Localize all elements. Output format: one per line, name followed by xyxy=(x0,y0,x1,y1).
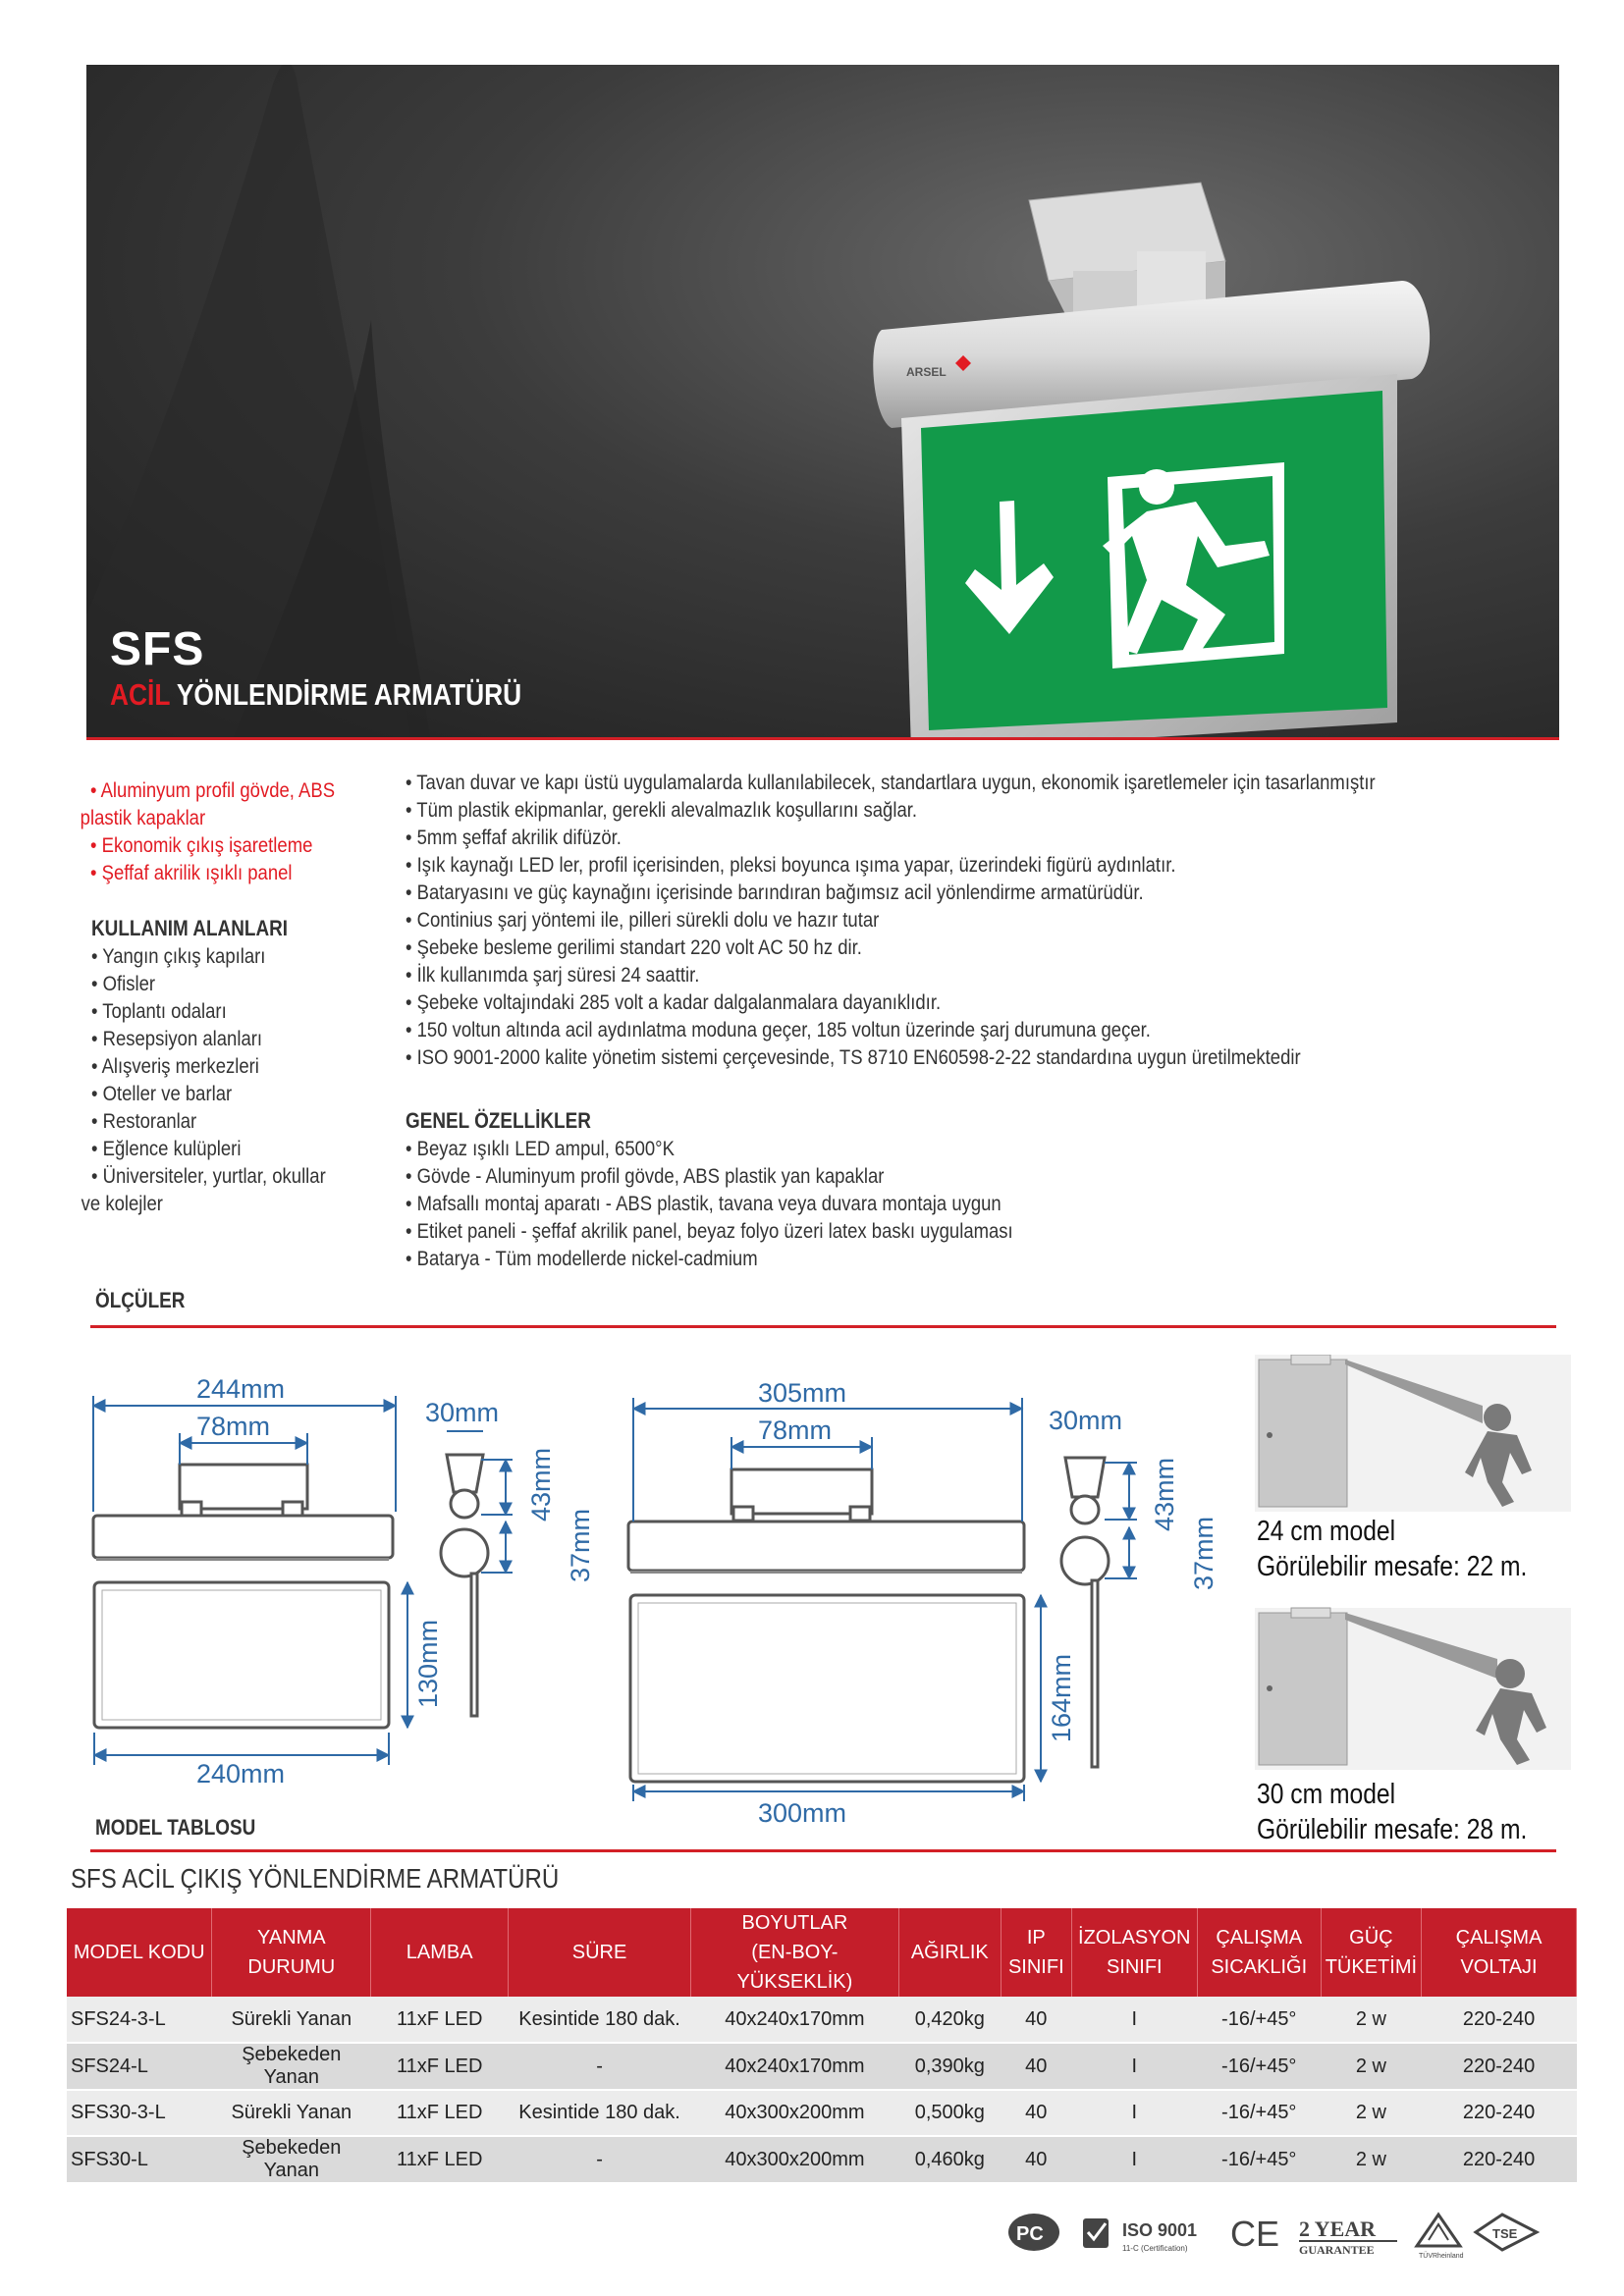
features-list xyxy=(80,776,336,886)
general-section xyxy=(406,1107,1013,1272)
description-item: • Continius şarj yöntemi ile, pilleri sürekli dolu ve hazır tutar xyxy=(406,906,1376,934)
description-item: • ISO 9001-2000 kalite yönetim sistemi çerçevesinde, TS 8710 EN60598-2-22 standardına uygun üretilmektedir xyxy=(406,1043,1376,1071)
cell-temperature: -16/+45° xyxy=(1197,2136,1321,2183)
usage-item: • Resepsiyon alanları xyxy=(91,1025,326,1052)
description-item: • Tüm plastik ekipmanlar, gerekli alevalmazlık koşullarını sağlar. xyxy=(406,796,1376,824)
cell-model-code: SFS30-L xyxy=(67,2136,212,2183)
feature-item: • Şeffaf akrilik ışıklı panel xyxy=(90,861,293,884)
cell-burn-mode: Şebekeden Yanan xyxy=(212,2043,371,2090)
usage-item: • Toplantı odaları xyxy=(91,997,326,1025)
model-table-divider xyxy=(90,1849,1556,1852)
cell-dimensions: 40x240x170mm xyxy=(690,1997,898,2043)
cell-dimensions: 40x300x200mm xyxy=(690,2136,898,2183)
cell-lamp: 11xF LED xyxy=(371,2136,509,2183)
cell-duration: - xyxy=(509,2136,691,2183)
usage-section xyxy=(81,915,326,1217)
dim-model24-side-b: 37mm xyxy=(566,1508,595,1582)
cell-insulation: I xyxy=(1071,2090,1197,2136)
cell-power: 2 w xyxy=(1321,1997,1421,2043)
table-header: SÜRE xyxy=(509,1908,691,1997)
table-header: YANMA DURUMU xyxy=(212,1908,371,1997)
warranty-sub-label: GUARANTEE xyxy=(1299,2243,1375,2257)
table-header: BOYUTLAR (EN-BOY-YÜKSEKLİK) xyxy=(690,1908,898,1997)
general-item: • Gövde - Aluminyum profil gövde, ABS plastik yan kapaklar xyxy=(406,1162,1013,1190)
cell-model-code: SFS24-L xyxy=(67,2043,212,2090)
dim-model24-panel-width: 240mm xyxy=(196,1759,286,1789)
brand-logo: ARSEL xyxy=(906,365,947,379)
feature-item: • Aluminyum profil gövde, ABS xyxy=(90,778,336,802)
description-item: • Şebeke besleme gerilimi standart 220 volt AC 50 hz dir. xyxy=(406,934,1376,961)
cell-power: 2 w xyxy=(1321,2136,1421,2183)
cell-weight: 0,390kg xyxy=(898,2043,1001,2090)
dim-model30-side-a: 43mm xyxy=(1150,1457,1179,1531)
description-item: • İlk kullanımda şarj süresi 24 saattir. xyxy=(406,961,1376,988)
exit-sign-product xyxy=(852,124,1540,737)
dim-model30-panel-width: 300mm xyxy=(758,1798,847,1828)
cell-model-code: SFS30-3-L xyxy=(67,2090,212,2136)
visibility-illustration-30 xyxy=(1255,1608,1571,1770)
usage-item: • Ofisler xyxy=(91,970,326,997)
table-header: AĞIRLIK xyxy=(898,1908,1001,1997)
dim-model24-side-a: 43mm xyxy=(526,1447,556,1522)
cell-power: 2 w xyxy=(1321,2090,1421,2136)
model-table-section-title: MODEL TABLOSU xyxy=(95,1815,256,1840)
cell-voltage: 220-240 xyxy=(1422,2136,1577,2183)
cell-insulation: I xyxy=(1071,1997,1197,2043)
tuv-icon xyxy=(1417,2215,1460,2246)
dim-model30-panel-height: 164mm xyxy=(1047,1653,1076,1742)
dim-model24-bracket: 78mm xyxy=(196,1412,271,1441)
product-subtitle: ACİL YÖNLENDİRME ARMATÜRÜ xyxy=(110,677,522,712)
cell-voltage: 220-240 xyxy=(1422,2090,1577,2136)
visibility-caption-30: 30 cm model Görülebilir mesafe: 28 m. xyxy=(1257,1779,1528,1845)
visibility-caption-24: 24 cm model Görülebilir mesafe: 22 m. xyxy=(1257,1516,1528,1582)
svg-text:PC: PC xyxy=(1016,2223,1044,2245)
cell-duration: Kesintide 180 dak. xyxy=(509,1997,691,2043)
usage-item: • Eğlence kulüpleri xyxy=(91,1135,326,1162)
description-item: • Tavan duvar ve kapı üstü uygulamalarda kullanılabilecek, standartlara uygun, ekonomik işaretlemeler için tasarlanmıştır xyxy=(406,769,1376,796)
cell-weight: 0,460kg xyxy=(898,2136,1001,2183)
general-title: GENEL ÖZELLİKLER xyxy=(406,1108,591,1133)
general-item: • Beyaz ışıklı LED ampul, 6500°K xyxy=(406,1135,1013,1162)
hero-divider xyxy=(86,737,1559,740)
table-header: IP SINIFI xyxy=(1001,1908,1071,1997)
cell-voltage: 220-240 xyxy=(1422,1997,1577,2043)
cell-weight: 0,420kg xyxy=(898,1997,1001,2043)
hero-banner xyxy=(86,65,1559,737)
iso-sub-label: 11-C (Certification) xyxy=(1122,2244,1188,2253)
ce-mark: CE xyxy=(1230,2214,1280,2254)
model30-front-drawing xyxy=(628,1378,1076,1828)
model24-front-drawing xyxy=(93,1374,443,1789)
dim-model30-side-b: 37mm xyxy=(1189,1516,1218,1590)
tuv-label: TÜVRheinland xyxy=(1419,2253,1464,2260)
usage-item: • Oteller ve barlar xyxy=(91,1080,326,1107)
cell-ip: 40 xyxy=(1001,2043,1071,2090)
cell-duration: - xyxy=(509,2043,691,2090)
cell-burn-mode: Sürekli Yanan xyxy=(212,2090,371,2136)
usage-item: • Yangın çıkış kapıları xyxy=(91,942,326,970)
model-table xyxy=(67,1908,1577,2184)
cell-model-code: SFS24-3-L xyxy=(67,1997,212,2043)
cell-burn-mode: Şebekeden Yanan xyxy=(212,2136,371,2183)
cell-lamp: 11xF LED xyxy=(371,1997,509,2043)
svg-text:TSE: TSE xyxy=(1492,2226,1518,2241)
cell-burn-mode: Sürekli Yanan xyxy=(212,1997,371,2043)
model24-side-drawing xyxy=(425,1398,595,1716)
cell-power: 2 w xyxy=(1321,2043,1421,2090)
general-item: • Mafsallı montaj aparatı - ABS plastik, tavana veya duvara montaja uygun xyxy=(406,1190,1013,1217)
dim-model24-side-top: 30mm xyxy=(425,1398,500,1427)
table-row xyxy=(67,2043,1577,2090)
cell-insulation: I xyxy=(1071,2136,1197,2183)
feature-item: plastik kapaklar xyxy=(80,806,206,829)
cell-lamp: 11xF LED xyxy=(371,2043,509,2090)
model-table-title: SFS ACİL ÇIKIŞ YÖNLENDİRME ARMATÜRÜ xyxy=(71,1863,560,1894)
table-header-row xyxy=(67,1908,1577,1997)
product-model: SFS xyxy=(110,623,205,675)
feature-item: • Ekonomik çıkış işaretleme xyxy=(90,833,313,857)
table-header: ÇALIŞMA SICAKLIĞI xyxy=(1197,1908,1321,1997)
general-item: • Etiket paneli - şeffaf akrilik panel, beyaz folyo üzeri latex baskı uygulaması xyxy=(406,1217,1013,1245)
running-man-icon xyxy=(1103,462,1284,668)
dim-model24-panel-height: 130mm xyxy=(413,1619,443,1708)
cell-ip: 40 xyxy=(1001,2136,1071,2183)
cell-temperature: -16/+45° xyxy=(1197,2043,1321,2090)
tse-icon xyxy=(1476,2215,1537,2250)
dim-model30-total-width: 305mm xyxy=(758,1378,847,1408)
table-row xyxy=(67,1997,1577,2043)
table-header: ÇALIŞMA VOLTAJI xyxy=(1422,1908,1577,1997)
cell-duration: Kesintide 180 dak. xyxy=(509,2090,691,2136)
cell-temperature: -16/+45° xyxy=(1197,2090,1321,2136)
cell-voltage: 220-240 xyxy=(1422,2043,1577,2090)
usage-item: ve kolejler xyxy=(81,1192,163,1215)
usage-title: KULLANIM ALANLARI xyxy=(91,916,289,940)
table-header: MODEL KODU xyxy=(67,1908,212,1997)
cell-dimensions: 40x240x170mm xyxy=(690,2043,898,2090)
description-item: • 150 voltun altında acil aydınlatma moduna geçer, 185 voltun üzerinde şarj durumuna geçer. xyxy=(406,1016,1376,1043)
description-item: • Şebeke voltajındaki 285 volt a kadar dalgalanmalara dayanıklıdır. xyxy=(406,988,1376,1016)
cell-temperature: -16/+45° xyxy=(1197,1997,1321,2043)
usage-item: • Alışveriş merkezleri xyxy=(91,1052,326,1080)
description-item: • Işık kaynağı LED ler, profil içerisinden, pleksi boyunca ışıma yapar, üzerindeki figürü aydınlatır. xyxy=(406,851,1376,879)
cell-ip: 40 xyxy=(1001,2090,1071,2136)
table-row xyxy=(67,2136,1577,2183)
visibility-illustration-24 xyxy=(1255,1355,1571,1512)
gost-r-icon xyxy=(1008,2214,1059,2251)
dim-model24-total-width: 244mm xyxy=(196,1374,286,1404)
table-header: GÜÇ TÜKETİMİ xyxy=(1321,1908,1421,1997)
cell-ip: 40 xyxy=(1001,1997,1071,2043)
dim-model30-side-top: 30mm xyxy=(1049,1406,1123,1435)
iso-check-icon xyxy=(1083,2218,1109,2248)
description-item: • Bataryasını ve güç kaynağını içerisinde barındıran bağımsız acil yönlendirme armatürüdür. xyxy=(406,879,1376,906)
table-row xyxy=(67,2090,1577,2136)
description-list xyxy=(406,769,1376,1071)
general-item: • Batarya - Tüm modellerde nickel-cadmium xyxy=(406,1245,1013,1272)
dim-model30-bracket: 78mm xyxy=(758,1415,833,1445)
description-item: • 5mm şeffaf akrilik difüzör. xyxy=(406,824,1376,851)
warranty-label: 2 YEAR xyxy=(1299,2216,1377,2241)
dimensions-divider xyxy=(90,1325,1556,1328)
cell-weight: 0,500kg xyxy=(898,2090,1001,2136)
cell-dimensions: 40x300x200mm xyxy=(690,2090,898,2136)
usage-item: • Restoranlar xyxy=(91,1107,326,1135)
iso-label: ISO 9001 xyxy=(1122,2220,1198,2240)
cell-lamp: 11xF LED xyxy=(371,2090,509,2136)
usage-item: • Üniversiteler, yurtlar, okullar xyxy=(91,1162,326,1190)
table-header: İZOLASYON SINIFI xyxy=(1071,1908,1197,1997)
certifications-bar xyxy=(1006,2197,1556,2268)
table-header: LAMBA xyxy=(371,1908,509,1997)
cell-insulation: I xyxy=(1071,2043,1197,2090)
dimensions-title: ÖLÇÜLER xyxy=(95,1288,186,1312)
